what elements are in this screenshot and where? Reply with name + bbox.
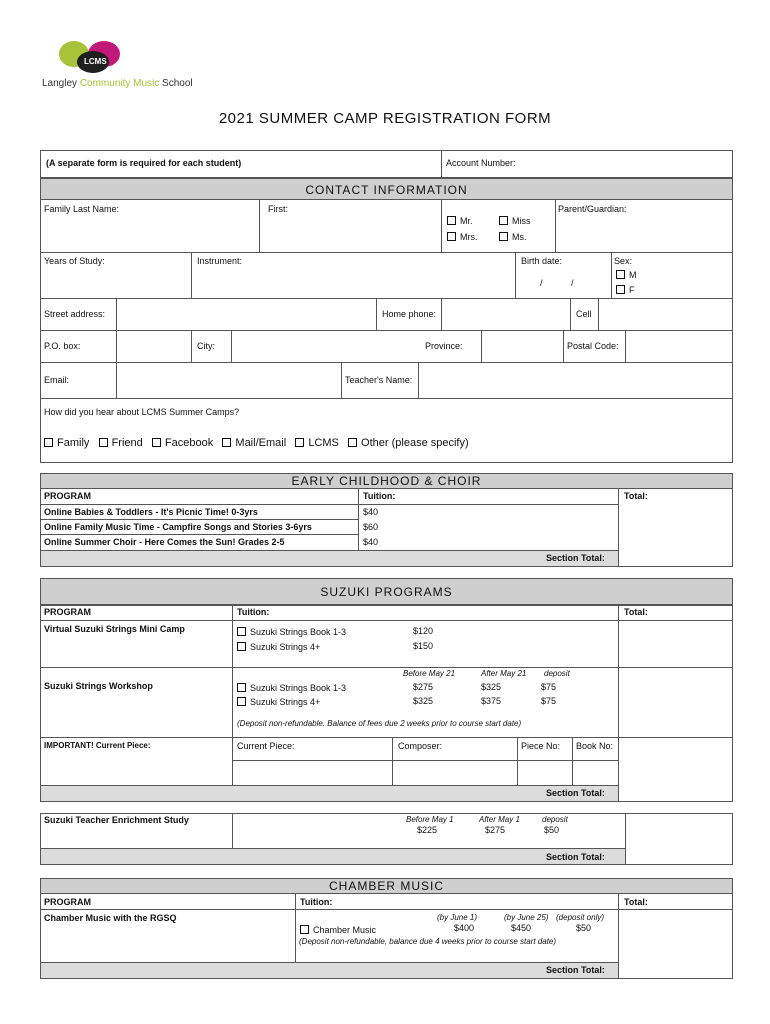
by-june1-label: (by June 1) <box>437 913 478 922</box>
workshop-price: $75 <box>541 682 557 692</box>
mini-camp-name: Virtual Suzuki Strings Mini Camp <box>44 624 185 634</box>
suzuki-total-label: Total: <box>624 607 648 617</box>
workshop-book4-checkbox[interactable]: Suzuki Strings 4+ <box>237 697 320 707</box>
postal-code-label: Postal Code: <box>567 341 619 351</box>
suzuki-section-total: Section Total: <box>546 788 605 798</box>
important-label: IMPORTANT! Current Piece: <box>44 741 151 750</box>
workshop-price: $375 <box>481 696 502 706</box>
before-may1-label: Before May 1 <box>406 815 454 824</box>
first-name-label: First: <box>268 204 288 214</box>
po-box-label: P.O. box: <box>44 341 81 351</box>
source-friend-checkbox[interactable]: Friend <box>99 437 143 449</box>
ms-checkbox[interactable]: Ms. <box>499 232 527 242</box>
street-label: Street address: <box>44 309 106 319</box>
workshop-price: $325 <box>413 696 434 706</box>
chamber-program-name: Chamber Music with the RGSQ <box>44 913 177 923</box>
early-tuition-label: Tuition: <box>363 491 396 501</box>
chamber-program-label: PROGRAM <box>44 897 91 907</box>
miss-checkbox[interactable]: Miss <box>499 216 531 226</box>
chamber-price: $50 <box>576 923 592 933</box>
chamber-total-label: Total: <box>624 897 648 907</box>
family-name-label: Family Last Name: <box>44 204 120 214</box>
instrument-label: Instrument: <box>197 256 243 266</box>
home-phone-label: Home phone: <box>382 309 437 319</box>
source-facebook-checkbox[interactable]: Facebook <box>152 437 213 449</box>
early-total-label: Total: <box>624 491 648 501</box>
chamber-section-total: Section Total: <box>546 965 605 975</box>
source-lcms-checkbox[interactable]: LCMS <box>295 437 339 449</box>
workshop-price: $325 <box>481 682 502 692</box>
sex-m-checkbox[interactable]: M <box>616 270 637 280</box>
date-slash: / <box>540 278 543 288</box>
deposit-only-label: (deposit only) <box>556 913 605 922</box>
mr-checkbox[interactable]: Mr. <box>447 216 473 226</box>
mrs-checkbox[interactable]: Mrs. <box>447 232 478 242</box>
early-section-total: Section Total: <box>546 553 605 563</box>
chamber-price: $450 <box>511 923 532 933</box>
chamber-header: CHAMBER MUSIC <box>40 878 733 894</box>
source-family-checkbox[interactable]: Family <box>44 437 89 449</box>
chamber-music-checkbox[interactable]: Chamber Music <box>300 925 376 935</box>
teacher-price: $50 <box>544 825 560 835</box>
account-number-label: Account Number: <box>446 158 516 168</box>
source-other-checkbox[interactable]: Other (please specify) <box>348 437 469 449</box>
suzuki-tuition-label: Tuition: <box>237 607 270 617</box>
suzuki-note: (Deposit non-refundable. Balance of fees due 2 weeks prior to course start date) <box>237 719 522 728</box>
account-number-field[interactable] <box>520 153 728 175</box>
logo-badge: LCMS <box>84 57 107 66</box>
mini-price: $120 <box>413 626 434 636</box>
teacher-price: $225 <box>417 825 438 835</box>
early-program-label: PROGRAM <box>44 491 91 501</box>
teacher-section-total: Section Total: <box>546 852 605 862</box>
workshop-price: $75 <box>541 696 557 706</box>
mini-price: $150 <box>413 641 434 651</box>
contact-section <box>40 178 733 463</box>
workshop-price: $275 <box>413 682 434 692</box>
early-row-price: $60 <box>363 522 379 532</box>
book-no-label: Book No: <box>576 741 614 751</box>
mini-book13-checkbox[interactable]: Suzuki Strings Book 1-3 <box>237 627 346 637</box>
deposit-label: deposit <box>544 669 570 678</box>
piece-no-label: Piece No: <box>521 741 561 751</box>
early-row-name: Online Summer Choir - Here Comes the Sun! Grades 2-5 <box>44 537 285 547</box>
composer-label: Composer: <box>398 741 443 751</box>
date-slash: / <box>571 278 574 288</box>
birth-date-label: Birth date: <box>521 256 563 266</box>
by-june25-label: (by June 25) <box>504 913 549 922</box>
early-header: EARLY CHILDHOOD & CHOIR <box>40 473 733 489</box>
workshop-name: Suzuki Strings Workshop <box>44 681 153 691</box>
early-row-price: $40 <box>363 507 379 517</box>
contact-header: CONTACT INFORMATION <box>40 178 733 200</box>
logo <box>40 40 210 92</box>
hear-options <box>44 437 469 449</box>
province-label: Province: <box>425 341 463 351</box>
before-may21-label: Before May 21 <box>403 669 456 678</box>
parent-label: Parent/Guardian: <box>558 204 627 214</box>
after-may1-label: After May 1 <box>479 815 520 824</box>
teacher-price: $275 <box>485 825 506 835</box>
page-title: 2021 SUMMER CAMP REGISTRATION FORM <box>218 110 552 127</box>
teacher-name-label: Teacher's Name: <box>345 375 413 385</box>
deposit-label: deposit <box>542 815 568 824</box>
source-mail-checkbox[interactable]: Mail/Email <box>222 437 286 449</box>
city-label: City: <box>197 341 215 351</box>
sex-f-checkbox[interactable]: F <box>616 285 635 295</box>
sex-label: Sex: <box>614 256 633 266</box>
email-label: Email: <box>44 375 70 385</box>
workshop-book13-checkbox[interactable]: Suzuki Strings Book 1-3 <box>237 683 346 693</box>
early-row-price: $40 <box>363 537 379 547</box>
after-may21-label: After May 21 <box>481 669 527 678</box>
form-note: (A separate form is required for each student) <box>46 158 242 168</box>
early-row-name: Online Family Music Time - Campfire Songs and Stories 3-6yrs <box>44 522 312 532</box>
mini-book4-checkbox[interactable]: Suzuki Strings 4+ <box>237 642 320 652</box>
current-piece-label: Current Piece: <box>237 741 295 751</box>
suzuki-program-label: PROGRAM <box>44 607 91 617</box>
chamber-tuition-label: Tuition: <box>300 897 333 907</box>
chamber-note: (Deposit non-refundable, balance due 4 weeks prior to course start date) <box>299 937 557 946</box>
early-row-name: Online Babies & Toddlers - It's Picnic Time! 0-3yrs <box>44 507 258 517</box>
suzuki-header: SUZUKI PROGRAMS <box>40 578 733 605</box>
hear-question: How did you hear about LCMS Summer Camps? <box>44 407 240 417</box>
teacher-study-name: Suzuki Teacher Enrichment Study <box>44 815 189 825</box>
cell-label: Cell <box>576 309 592 319</box>
org-name: Langley Community Music School <box>42 78 193 89</box>
chamber-price: $400 <box>454 923 475 933</box>
years-label: Years of Study: <box>44 256 105 266</box>
